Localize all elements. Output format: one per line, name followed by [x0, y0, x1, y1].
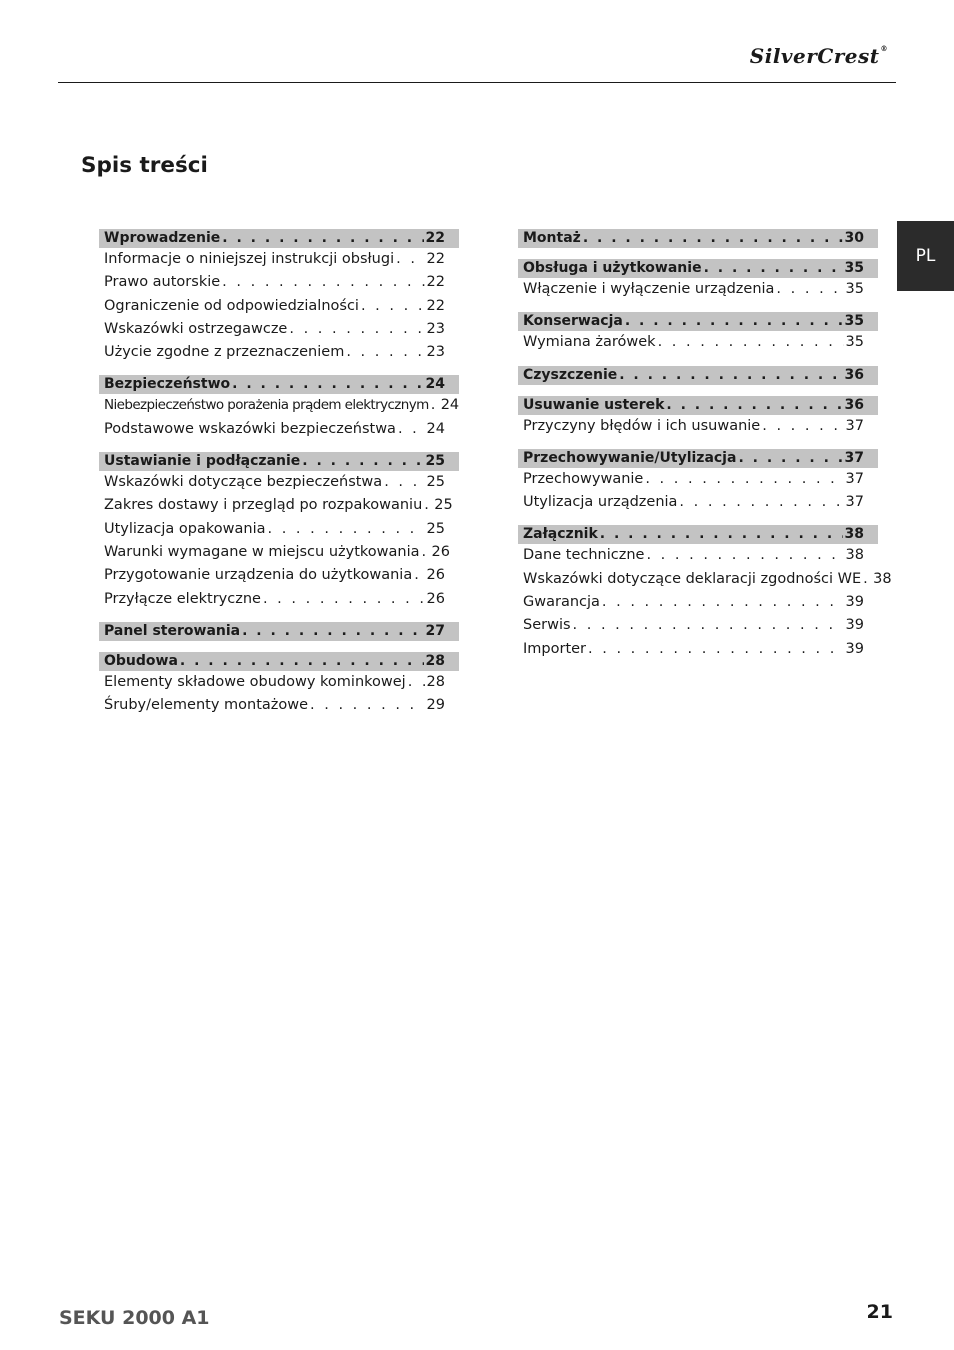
toc-entry-page: 37	[845, 417, 864, 434]
model-name: SEKU 2000 A1	[59, 1307, 210, 1329]
toc-entry-title: Gwarancja	[523, 594, 600, 611]
toc-entry-page: 38	[845, 547, 864, 564]
toc-entry-page: 35	[845, 334, 864, 351]
toc-entry-page: 22	[426, 297, 445, 314]
toc-entry[interactable]	[99, 671, 459, 694]
toc-entry-page: 39	[845, 640, 864, 657]
toc-entry[interactable]	[99, 394, 459, 417]
dot-leader	[408, 671, 425, 694]
toc-entry-page: 25	[426, 520, 445, 537]
dot-leader	[232, 375, 423, 394]
toc-entry-page: 35	[845, 281, 864, 297]
toc-entry[interactable]	[518, 568, 892, 591]
toc-entry-title: Warunki wymagane w miejscu użytkowania	[104, 543, 420, 560]
toc-section-heading[interactable]	[518, 396, 878, 415]
toc-section-title: Bezpieczeństwo	[104, 376, 231, 393]
toc-section-page: 35	[844, 260, 864, 276]
toc-section	[99, 229, 459, 364]
toc-section-heading[interactable]	[99, 375, 459, 394]
toc-section-page: 35	[844, 313, 864, 330]
dot-leader	[180, 652, 424, 671]
toc-entry-title: Użycie zgodne z przeznaczeniem	[104, 344, 345, 361]
toc-section-title: Ustawianie i podłączanie	[104, 453, 301, 470]
toc-entry-title: Elementy składowe obudowy kominkowej	[104, 673, 406, 690]
brand-name: SilverCrest	[749, 44, 880, 68]
toc-section-page: 37	[844, 449, 864, 466]
dot-leader	[602, 591, 844, 614]
dot-leader	[431, 394, 439, 417]
toc-entry[interactable]	[518, 638, 878, 661]
toc-section-title: Obsługa i użytkowanie	[523, 260, 702, 276]
toc-entry-title: Importer	[523, 640, 587, 657]
toc-entry-title: Zakres dostawy i przegląd po rozpakowaniu	[104, 497, 423, 514]
toc-entry-title: Serwis	[523, 617, 571, 634]
language-tab	[897, 221, 954, 291]
toc-entry-title: Utylizacja urządzenia	[523, 494, 678, 511]
dot-leader	[268, 518, 425, 541]
toc-entry-page: 22	[426, 274, 445, 291]
toc-entry-title: Wskazówki dotyczące bezpieczeństwa	[104, 474, 383, 491]
dot-leader	[625, 312, 843, 331]
toc-section	[518, 366, 878, 385]
toc-section	[518, 525, 892, 660]
toc-entry[interactable]	[518, 591, 878, 614]
page-number: 21	[866, 1301, 893, 1323]
dot-leader	[573, 614, 844, 637]
toc-column-right	[518, 229, 892, 672]
toc-entry[interactable]	[518, 468, 878, 491]
dot-leader	[289, 318, 424, 341]
dot-leader	[762, 415, 843, 438]
toc-section	[518, 229, 878, 248]
toc-entry-title: Ograniczenie od odpowiedzialności	[104, 297, 359, 314]
toc-entry-title: Włączenie i wyłączenie urządzenia	[523, 281, 775, 297]
toc-column-left	[99, 229, 459, 728]
toc-entry[interactable]	[518, 544, 878, 567]
toc-entry-page: 23	[426, 344, 445, 361]
toc-entry[interactable]	[99, 271, 459, 294]
toc-entry-title: Wymiana żarówek	[523, 334, 656, 351]
toc-entry-title: Utylizacja opakowania	[104, 520, 266, 537]
toc-entry-title: Przygotowanie urządzenia do użytkowania	[104, 567, 413, 584]
toc-section	[518, 449, 878, 515]
dot-leader	[361, 295, 425, 318]
toc-entry[interactable]	[99, 518, 459, 541]
toc-entry-page: 38	[873, 570, 892, 587]
toc-section-heading[interactable]	[518, 259, 878, 278]
dot-leader	[398, 418, 425, 441]
toc-entry-page: 26	[426, 567, 445, 584]
dot-leader	[583, 229, 843, 248]
page-title: Spis treści	[81, 153, 208, 178]
toc-entry[interactable]	[99, 564, 459, 587]
dot-leader	[600, 525, 843, 544]
brand-logo	[750, 44, 888, 68]
toc-section	[518, 396, 878, 438]
toc-section-heading[interactable]	[99, 622, 459, 641]
toc-entry[interactable]	[99, 471, 459, 494]
toc-entry[interactable]	[99, 541, 459, 564]
dot-leader	[679, 491, 843, 514]
dot-leader	[666, 396, 842, 415]
dot-leader	[263, 588, 425, 611]
dot-leader	[346, 341, 424, 364]
dot-leader	[396, 248, 424, 271]
toc-section-heading[interactable]	[518, 525, 878, 544]
toc-entry-page: 39	[845, 594, 864, 611]
toc-entry-page: 28	[426, 673, 445, 690]
toc-section-page: 36	[844, 396, 864, 413]
toc-section-page: 28	[425, 652, 445, 669]
toc-section	[99, 375, 459, 441]
dot-leader	[658, 331, 844, 354]
dot-leader	[414, 564, 424, 587]
dot-leader	[863, 568, 871, 591]
toc-entry[interactable]	[99, 295, 459, 318]
toc-entry-page: 24	[440, 397, 460, 414]
dot-leader	[310, 694, 425, 717]
toc-entry[interactable]	[99, 694, 459, 717]
toc-entry-page: 37	[845, 470, 864, 487]
toc-section-title: Usuwanie usterek	[523, 396, 665, 413]
toc-entry[interactable]	[518, 331, 878, 354]
toc-entry-page: 29	[426, 697, 445, 714]
toc-entry[interactable]	[518, 491, 878, 514]
dot-leader	[619, 366, 842, 385]
toc-entry-title: Śruby/elementy montażowe	[104, 697, 309, 714]
dot-leader	[222, 271, 424, 294]
toc-entry-title: Informacje o niniejszej instrukcji obsługi	[104, 251, 395, 267]
toc-entry-title: Przyczyny błędów i ich usuwanie	[523, 417, 761, 434]
toc-section-title: Czyszczenie	[523, 366, 618, 383]
dot-leader	[645, 468, 843, 491]
toc-section-title: Konserwacja	[523, 313, 623, 330]
toc-entry-page: 37	[845, 494, 864, 511]
toc-section-heading[interactable]	[518, 449, 878, 468]
toc-entry-title: Przechowywanie	[523, 470, 644, 487]
toc-section-page: 36	[844, 366, 864, 383]
dot-leader	[384, 471, 424, 494]
toc-section-title: Montaż	[523, 230, 581, 246]
toc-section-page: 30	[844, 230, 864, 246]
toc-section-heading[interactable]	[99, 452, 459, 471]
toc-section	[518, 259, 878, 301]
toc-entry[interactable]	[518, 415, 878, 438]
toc-entry-title: Przyłącze elektryczne	[104, 590, 261, 607]
toc-entry-page: 24	[426, 420, 445, 437]
dot-leader	[704, 259, 843, 278]
toc-entry-title: Niebezpieczeństwo porażenia prądem elektrycznym	[104, 397, 429, 414]
toc-entry-page: 22	[426, 251, 445, 267]
toc-section	[518, 312, 878, 354]
toc-entry-title: Wskazówki dotyczące deklaracji zgodności WE	[523, 570, 862, 587]
toc-entry-title: Dane techniczne	[523, 547, 645, 564]
toc-entry-page: 23	[426, 320, 445, 337]
toc-entry-page: 25	[426, 474, 445, 491]
toc-section-title: Przechowywanie/Utylizacja	[523, 449, 737, 466]
toc-entry[interactable]	[99, 588, 459, 611]
toc-section	[99, 652, 459, 718]
toc-section-heading[interactable]	[99, 652, 459, 671]
toc-entry[interactable]	[99, 318, 459, 341]
toc-section-page: 27	[425, 622, 445, 639]
toc-entry-page: 26	[426, 590, 445, 607]
header-rule	[58, 82, 896, 83]
toc-entry-title: Wskazówki ostrzegawcze	[104, 320, 288, 337]
toc-entry[interactable]	[99, 418, 459, 441]
toc-entry-title: Podstawowe wskazówki bezpieczeństwa	[104, 420, 396, 437]
toc-entry-page: 26	[431, 543, 450, 560]
dot-leader	[242, 622, 423, 641]
toc-entry[interactable]	[518, 278, 878, 301]
toc-section-page: 25	[425, 453, 445, 470]
registered-mark: ®	[880, 44, 888, 53]
dot-leader	[646, 544, 843, 567]
toc-section-page: 22	[425, 230, 445, 246]
toc-entry-title: Prawo autorskie	[104, 274, 221, 291]
dot-leader	[588, 638, 844, 661]
toc-section-page: 38	[844, 526, 864, 543]
toc-entry[interactable]	[518, 614, 878, 637]
toc-section-title: Załącznik	[523, 526, 598, 543]
dot-leader	[424, 494, 432, 517]
dot-leader	[222, 229, 423, 248]
toc-section-title: Wprowadzenie	[104, 230, 221, 246]
toc-entry[interactable]	[99, 248, 459, 271]
toc-section	[99, 452, 459, 611]
toc-section-heading[interactable]	[518, 312, 878, 331]
dot-leader	[302, 452, 423, 471]
toc-section-heading[interactable]	[99, 229, 459, 248]
toc-section-heading[interactable]	[518, 366, 878, 385]
toc-section-page: 24	[425, 376, 445, 393]
toc-entry-page: 25	[434, 497, 453, 514]
dot-leader	[738, 449, 842, 468]
language-label: PL	[915, 246, 936, 266]
dot-leader	[776, 278, 843, 301]
toc-entry-page: 39	[845, 617, 864, 634]
dot-leader	[422, 541, 430, 564]
toc-section	[99, 622, 459, 641]
toc-section-title: Panel sterowania	[104, 622, 241, 639]
toc-section-title: Obudowa	[104, 652, 178, 669]
toc-entry[interactable]	[99, 341, 459, 364]
toc-entry[interactable]	[99, 494, 459, 517]
toc-section-heading[interactable]	[518, 229, 878, 248]
